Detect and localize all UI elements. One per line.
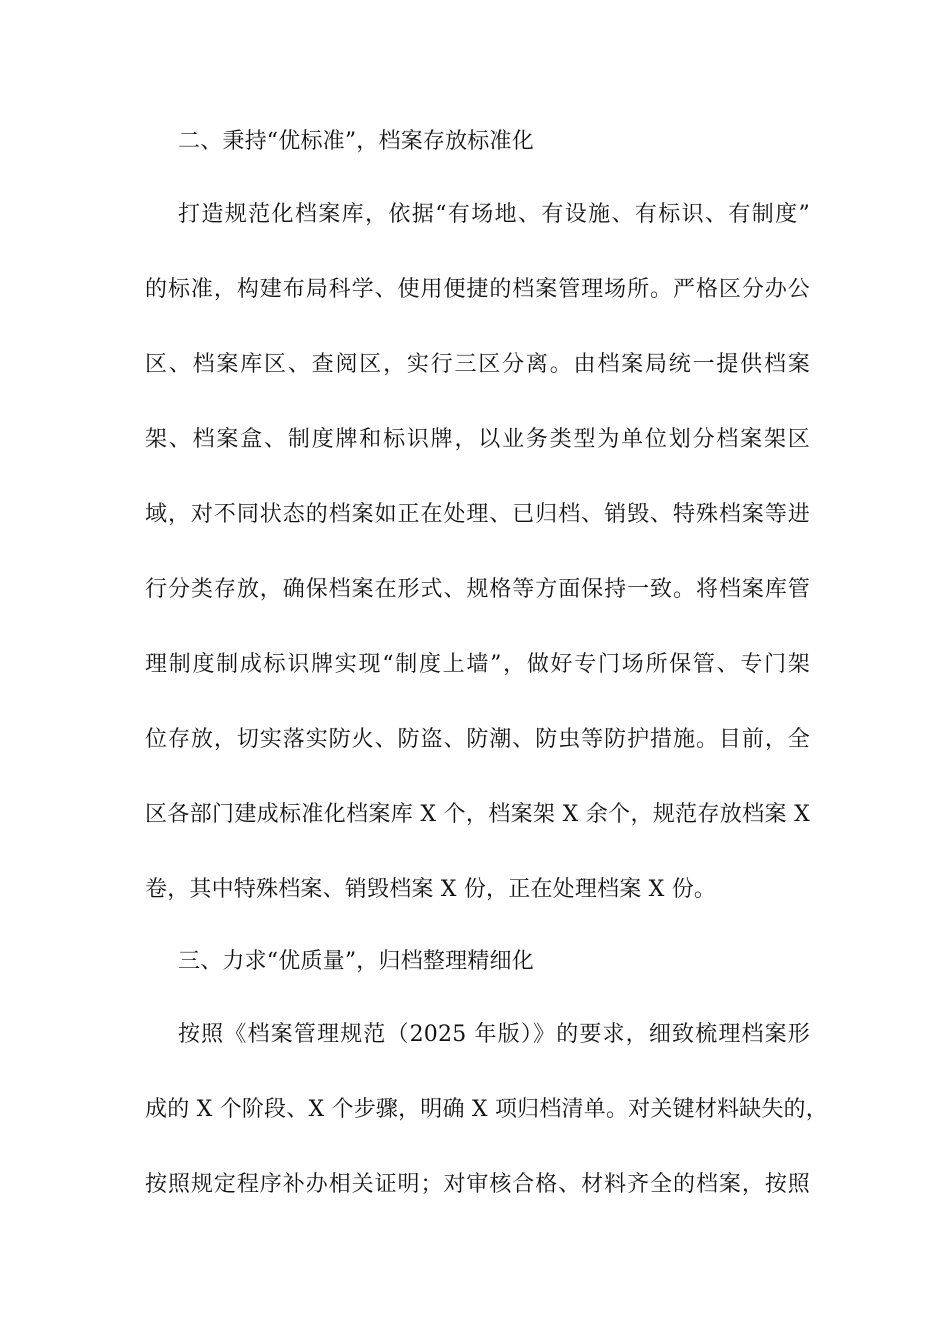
paragraph-line: 按照《档案管理规范（2025 年版）》的要求，细致梳理档案形 [178,1022,810,1047]
paragraph-line: 区、档案库区、查阅区，实行三区分离。由档案局统一提供档案 [145,352,810,377]
paragraph-line: 理制度制成标识牌实现“制度上墙”，做好专门场所保管、专门架 [145,652,810,677]
paragraph-line: 按照规定程序补办相关证明；对审核合格、材料齐全的档案，按照 [145,1172,810,1197]
heading-section-three: 三、力求“优质量”，归档整理精细化 [178,949,534,974]
paragraph-line: 架、档案盒、制度牌和标识牌，以业务类型为单位划分档案架区 [145,427,810,452]
paragraph-line: 的标准，构建布局科学、使用便捷的档案管理场所。严格区分办公 [145,277,810,302]
paragraph-line: 打造规范化档案库，依据“有场地、有设施、有标识、有制度” [178,202,810,227]
paragraph-line: 位存放，切实落实防火、防盗、防潮、防虫等防护措施。目前，全 [145,727,810,752]
paragraph-line: 区各部门建成标准化档案库 X 个，档案架 X 余个，规范存放档案 X [145,802,810,827]
paragraph-line: 域，对不同状态的档案如正在处理、已归档、销毁、特殊档案等进 [145,502,810,527]
paragraph-line: 行分类存放，确保档案在形式、规格等方面保持一致。将档案库管 [145,577,810,602]
heading-section-two: 二、秉持“优标准”，档案存放标准化 [178,129,534,154]
paragraph-line: 卷，其中特殊档案、销毁档案 X 份，正在处理档案 X 份。 [145,877,717,902]
paragraph-line: 成的 X 个阶段、X 个步骤，明确 X 项归档清单。对关键材料缺失的， [145,1097,828,1122]
